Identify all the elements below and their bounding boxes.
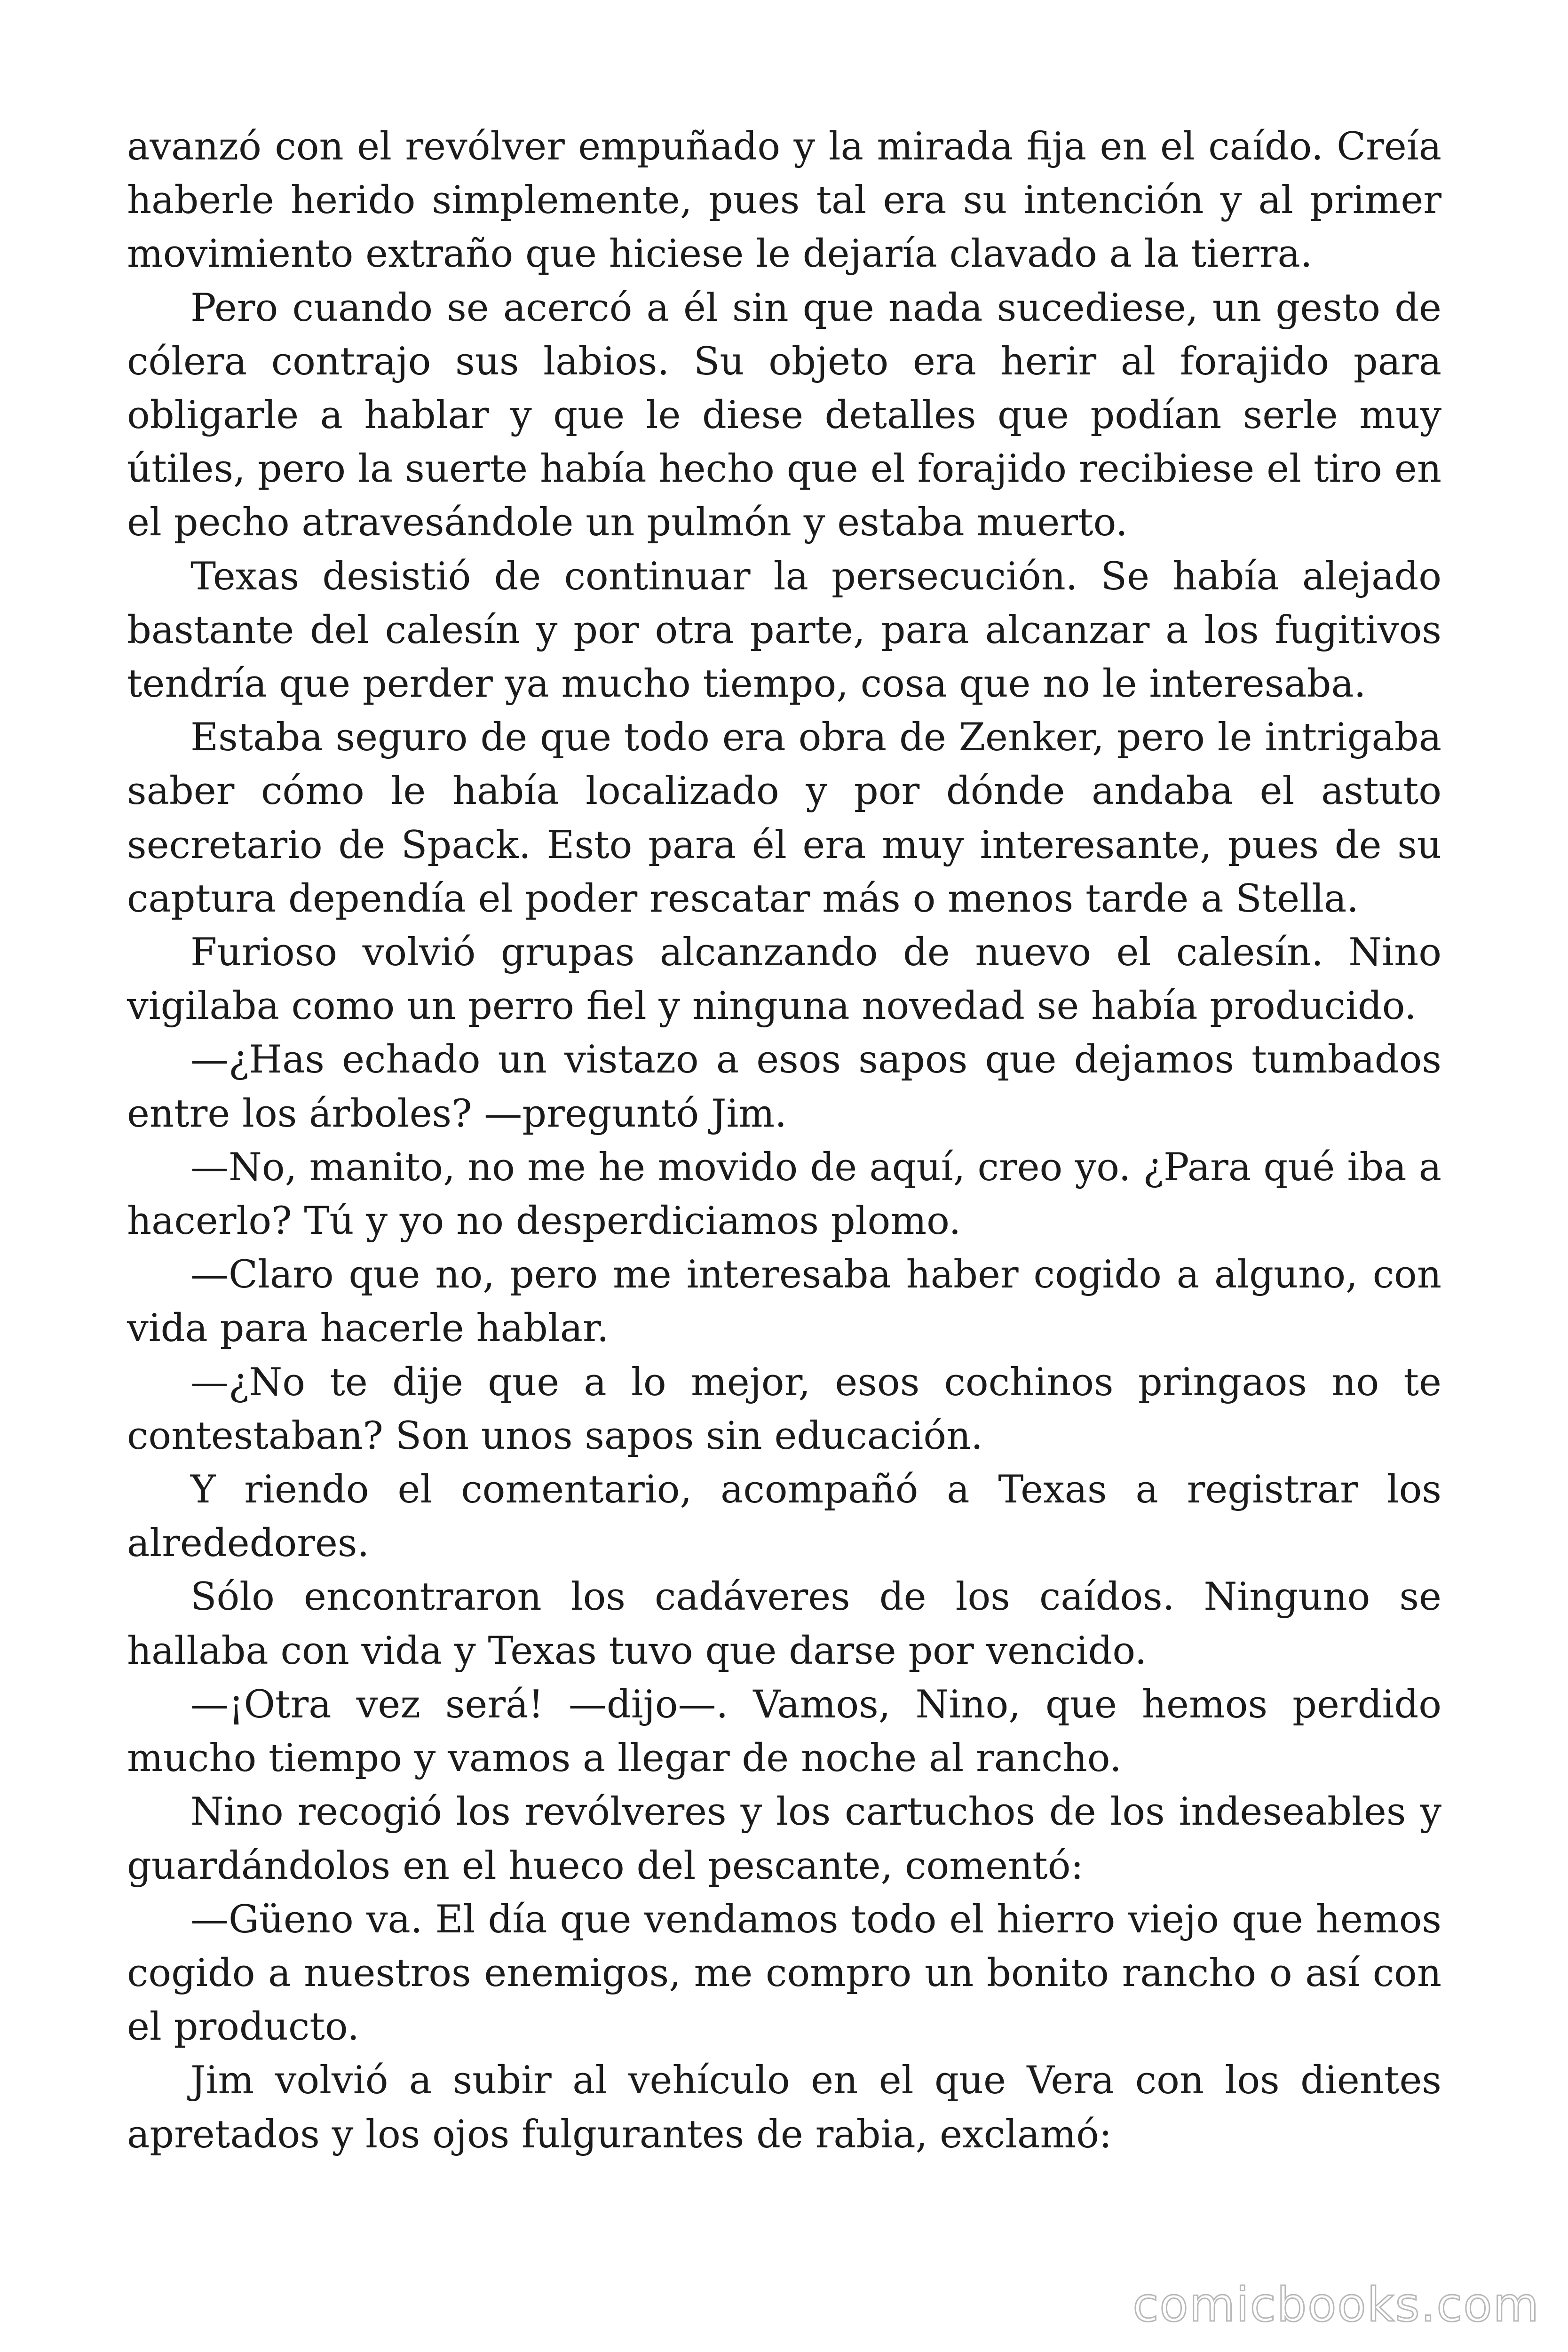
paragraph-13: Nino recogió los revólveres y los cartuchos de los indeseables y guardándolos en el hueco del pescante, comentó: bbox=[127, 1790, 1441, 1888]
paragraph-2: Pero cuando se acercó a él sin que nada sucediese, un gesto de cólera contrajo sus labios. Su objeto era herir al forajido para obligarle a hablar y que le diese detalles que podían serle muy útiles, pero la suerte había hecho que el forajido recibiese el tiro en el pecho atravesándole un pulmón y estaba muerto. bbox=[127, 286, 1441, 545]
paragraph-8: —Claro que no, pero me interesaba haber cogido a alguno, con vida para hacerle hablar. bbox=[127, 1253, 1441, 1351]
watermark: comicbooks.com bbox=[1132, 2277, 1540, 2332]
paragraph-10: Y riendo el comentario, acompañó a Texas a registrar los alrededores. bbox=[127, 1468, 1441, 1566]
paragraph-11: Sólo encontraron los cadáveres de los caídos. Ninguno se hallaba con vida y Texas tuvo que darse por vencido. bbox=[127, 1575, 1441, 1673]
paragraph-9: —¿No te dije que a lo mejor, esos cochinos pringaos no te contestaban? Son unos sapos sin educación. bbox=[127, 1360, 1441, 1458]
paragraph-1: avanzó con el revólver empuñado y la mirada fija en el caído. Creía haberle herido simplemente, pues tal era su intención y al primer movimiento extraño que hiciese le dejaría clavado a la tierra. bbox=[127, 125, 1441, 277]
paragraph-3: Texas desistió de continuar la persecución. Se había alejado bastante del calesín y por otra parte, para alcanzar a los fugitivos tendría que perder ya mucho tiempo, cosa que no le interesaba. bbox=[127, 554, 1441, 707]
paragraph-6: —¿Has echado un vistazo a esos sapos que dejamos tumbados entre los árboles? —preguntó Jim. bbox=[127, 1038, 1441, 1136]
paragraph-4: Estaba seguro de que todo era obra de Zenker, pero le intrigaba saber cómo le había localizado y por dónde andaba el astuto secretario de Spack. Esto para él era muy interesante, pues de su captura dependía el poder rescatar más o menos tarde a Stella. bbox=[127, 715, 1441, 921]
paragraph-5: Furioso volvió grupas alcanzando de nuevo el calesín. Nino vigilaba como un perro fiel y ninguna novedad se había producido. bbox=[127, 930, 1441, 1029]
paragraph-12: —¡Otra vez será! —dijo—. Vamos, Nino, que hemos perdido mucho tiempo y vamos a llegar de noche al rancho. bbox=[127, 1682, 1441, 1781]
paragraph-14: —Güeno va. El día que vendamos todo el hierro viejo que hemos cogido a nuestros enemigos, me compro un bonito rancho o así con el producto. bbox=[127, 1897, 1441, 2050]
paragraph-15: Jim volvió a subir al vehículo en el que Vera con los dientes apretados y los ojos fulgurantes de rabia, exclamó: bbox=[127, 2058, 1441, 2157]
paragraph-7: —No, manito, no me he movido de aquí, creo yo. ¿Para qué iba a hacerlo? Tú y yo no desperdiciamos plomo. bbox=[127, 1145, 1441, 1244]
body-text bbox=[127, 120, 1441, 2161]
